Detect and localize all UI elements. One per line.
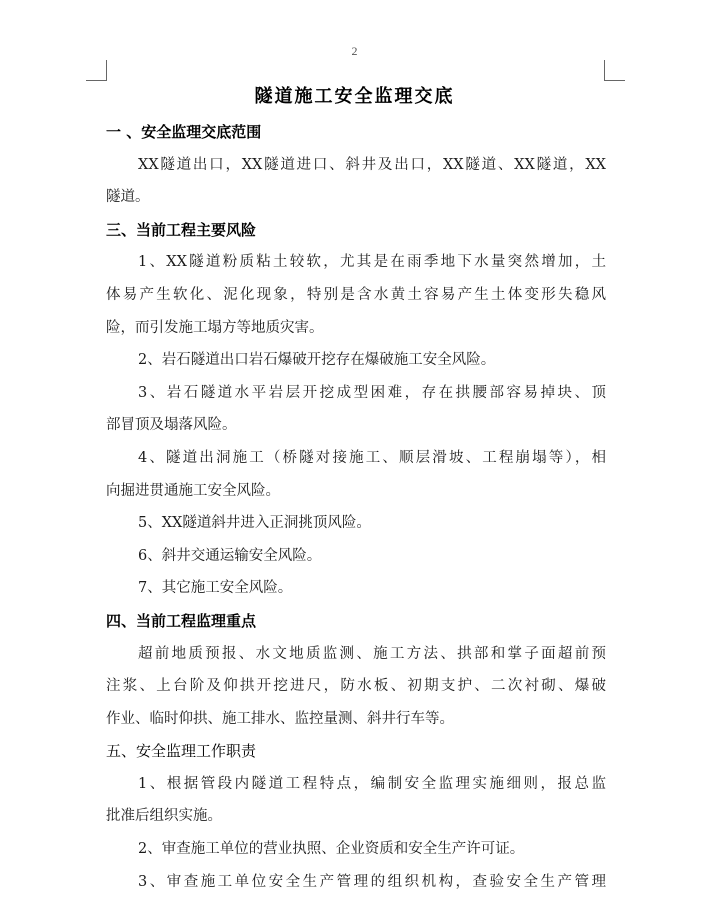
paragraph-line: 险，而引发施工塌方等地质灾害。 bbox=[106, 319, 324, 336]
paragraph-line: 向掘进贯通施工安全风险。 bbox=[106, 482, 280, 499]
paragraph-line: 隧道。 bbox=[106, 189, 150, 206]
paragraph-line: 6、斜井交通运输安全风险。 bbox=[138, 547, 322, 564]
paragraph-line: 7、其它施工安全风险。 bbox=[138, 580, 293, 597]
paragraph-line: XX隧道出口，XX隧道进口、斜井及出口，XX隧道、XX隧道，XX bbox=[138, 156, 606, 173]
paragraph-line: 批准后组织实施。 bbox=[106, 808, 222, 825]
paragraph-line: 1、根据管段内隧道工程特点，编制安全监理实施细则，报总监 bbox=[138, 775, 606, 792]
paragraph-line: 2、岩石隧道出口岩石爆破开挖存在爆破施工安全风险。 bbox=[138, 352, 496, 369]
section-heading: 五、安全监理工作职责 bbox=[106, 742, 257, 761]
page-number: 2 bbox=[351, 44, 358, 58]
paragraph-line: 注浆、上台阶及仰拱开挖进尺，防水板、初期支护、二次衬砌、爆破 bbox=[106, 678, 606, 695]
paragraph-line: 2、审查施工单位的营业执照、企业资质和安全生产许可证。 bbox=[138, 841, 525, 858]
section-heading: 一 、安全监理交底范围 bbox=[106, 123, 262, 141]
paragraph-line: 部冒顶及塌落风险。 bbox=[106, 417, 237, 434]
paragraph-line: 4、隧道出洞施工（桥隧对接施工、顺层滑坡、工程崩塌等），相 bbox=[138, 449, 606, 466]
document-title: 隧道施工安全监理交底 bbox=[254, 86, 455, 107]
document-body bbox=[106, 116, 606, 898]
paragraph-line: 3、岩石隧道水平岩层开挖成型困难，存在拱腰部容易掉块、顶 bbox=[138, 384, 606, 401]
paragraph-line: 体易产生软化、泥化现象，特别是含水黄土容易产生土体变形失稳风 bbox=[106, 286, 606, 303]
paragraph-line: 1、XX隧道粉质粘土较软，尤其是在雨季地下水量突然增加，土 bbox=[138, 254, 606, 271]
paragraph-line: 5、XX隧道斜井进入正洞挑顶风险。 bbox=[138, 515, 371, 532]
paragraph-line: 超前地质预报、水文地质监测、施工方法、拱部和掌子面超前预 bbox=[138, 645, 606, 662]
section-heading: 四、当前工程监理重点 bbox=[106, 611, 257, 630]
paragraph-line: 3、审查施工单位安全生产管理的组织机构，查验安全生产管理 bbox=[138, 873, 606, 890]
crop-mark-right bbox=[604, 60, 625, 81]
section-heading: 三、当前工程主要风险 bbox=[106, 220, 257, 239]
crop-mark-left bbox=[86, 60, 107, 81]
paragraph-line: 作业、临时仰拱、施工排水、监控量测、斜井行车等。 bbox=[106, 710, 454, 727]
